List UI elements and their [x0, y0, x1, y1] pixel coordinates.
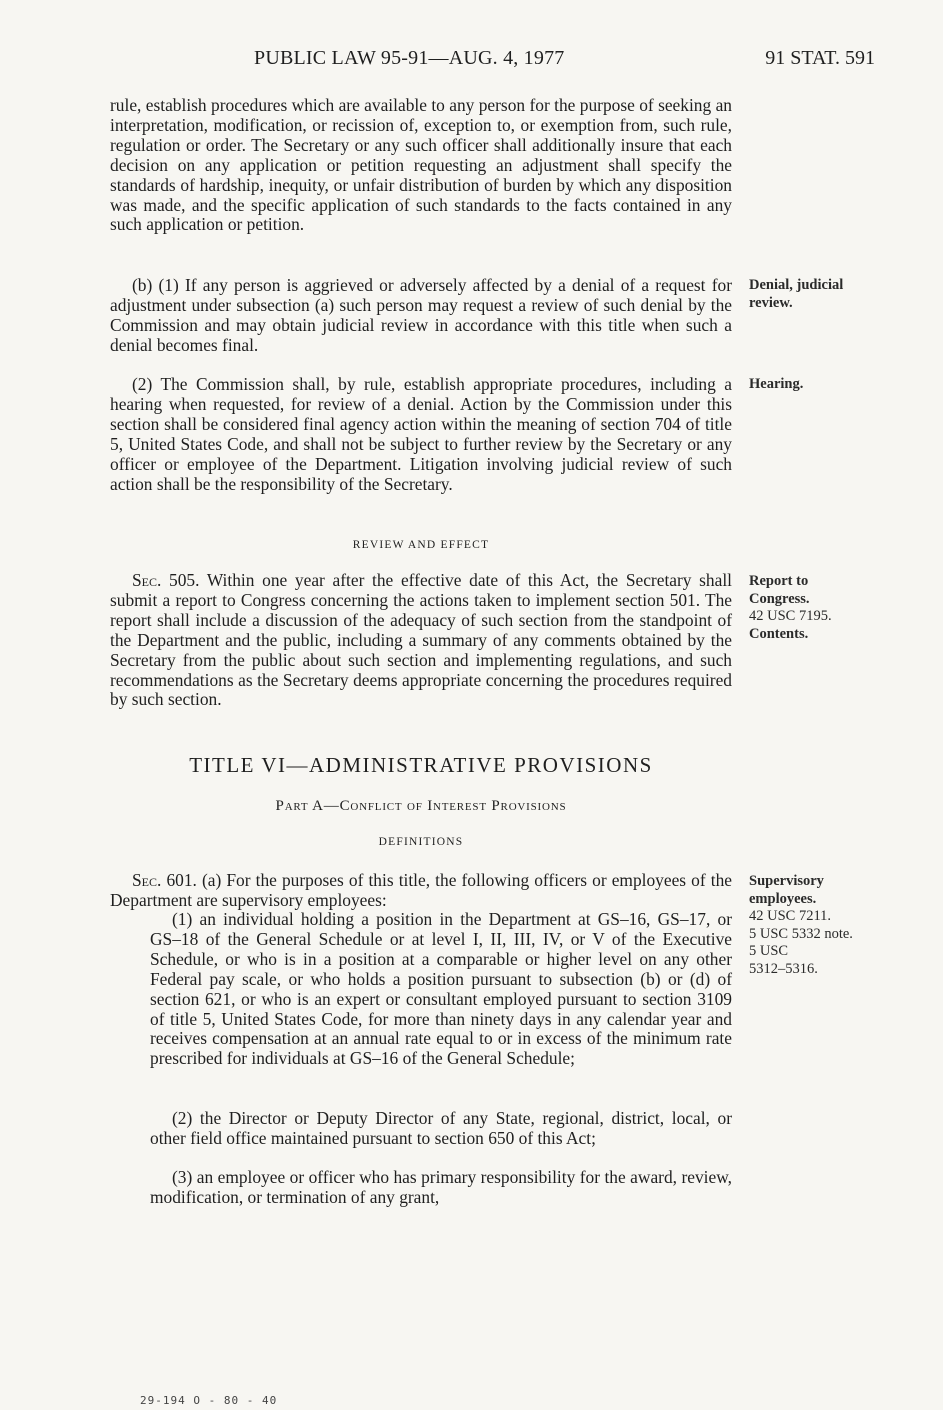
paragraph-b2: (2) The Commission shall, by rule, establish appropriate procedures, including a hearing when requested, for review of a denial. Action by the Commission under this section shall be considered final agency action within the meaning of section 704 of title 5, United States Code, and shall not be subject to further review by the Secretary or any officer or employee of the Department. Litigation involving judicial review of such action shall be the responsibility of the Secretary. — [110, 374, 732, 494]
definition-item-2: (2) the Director or Deputy Director of any State, regional, district, local, or other field office maintained pursuant to section 650 of this Act; — [150, 1108, 732, 1148]
section-505-text: Within one year after the effective date of this Act, the Secretary shall submit a report to Congress concerning the actions taken to implement section 501. The report shall include a discussion of the adequacy of such section from the standpoint of the Department and the public, including a summary of any comments obtained by the Secretary from the public about such section and implementing regulations, and such recommendations as the Secretary deems appropriate concerning the procedures required by such section. — [110, 570, 732, 710]
margin-note-line: 5312–5316. — [749, 960, 818, 977]
part-a-heading: Part A—Conflict of Interest Provisions — [275, 798, 567, 814]
margin-note-line: 5 USC 5332 note. — [749, 925, 853, 942]
margin-note-report — [749, 573, 869, 643]
margin-note-denial — [749, 277, 869, 312]
margin-note-line: Report to — [749, 573, 809, 589]
margin-note-line: Congress. — [749, 590, 810, 607]
section-505-label: Sec. 505. — [132, 570, 200, 590]
running-head-title: PUBLIC LAW 95-91—AUG. 4, 1977 — [254, 47, 565, 69]
margin-note-line: 42 USC 7195. — [749, 608, 832, 624]
margin-note-line: Hearing. — [749, 376, 804, 392]
heading-review-and-effect: REVIEW AND EFFECT — [352, 539, 490, 551]
running-head-page: 91 STAT. 591 — [765, 47, 875, 69]
print-footer-code: 29-194 O - 80 - 40 — [140, 1394, 278, 1407]
margin-note-line: 42 USC 7211. — [749, 908, 832, 924]
section-601-text: (a) For the purposes of this title, the following officers or employees of the Department are supervisory employees: — [110, 870, 732, 910]
margin-note-line: Denial, judicial — [749, 277, 844, 293]
heading-definitions: DEFINITIONS — [378, 836, 464, 848]
margin-note-line: 5 USC — [749, 943, 789, 959]
margin-note-hearing — [749, 376, 869, 394]
margin-note-line: employees. — [749, 890, 817, 907]
margin-note-line: Supervisory — [749, 873, 824, 889]
margin-note-line: Contents. — [749, 625, 809, 642]
title-vi-heading: TITLE VI—ADMINISTRATIVE PROVISIONS — [189, 753, 653, 777]
section-601-label: Sec. 601. — [132, 870, 197, 890]
section-601 — [110, 871, 732, 911]
paragraph-b1: (b) (1) If any person is aggrieved or adversely affected by a denial of a request for adjustment under subsection (a) such person may request a review of such denial by the Commission and may obtain judicial review in accordance with this title when such a denial becomes final. — [110, 275, 732, 355]
definition-item-3: (3) an employee or officer who has primary responsibility for the award, review, modification, or termination of any grant, — [150, 1167, 732, 1207]
paragraph-intro: rule, establish procedures which are available to any person for the purpose of seeking an interpretation, modification, or recission of, exception to, or exemption from, such rule, regulation or order. The Secretary or any such officer shall additionally insure that each decision on any application or petition requesting an adjustment shall specify the standards of hardship, inequity, or unfair distribution of burden by which any disposition was made, and the specific application of such standards to the facts contained in any such application or petition. — [110, 95, 732, 235]
margin-note-line: review. — [749, 294, 793, 311]
definition-item-1: (1) an individual holding a position in the Department at GS–16, GS–17, or GS–18 of the General Schedule or at level I, II, III, IV, or V of the Executive Schedule, or who is in a position at a comparable or higher level on any other Federal pay scale, or who holds a position pursuant to subsection (b) or (d) of section 621, or who is an expert or consultant employed pursuant to section 3109 of title 5, United States Code, for more than ninety days in any calendar year and receives compensation at an annual rate equal to or in excess of the minimum rate prescribed for individuals at GS–16 of the General Schedule; — [150, 909, 732, 1069]
margin-note-supervisory — [749, 873, 869, 978]
section-505 — [110, 571, 732, 710]
